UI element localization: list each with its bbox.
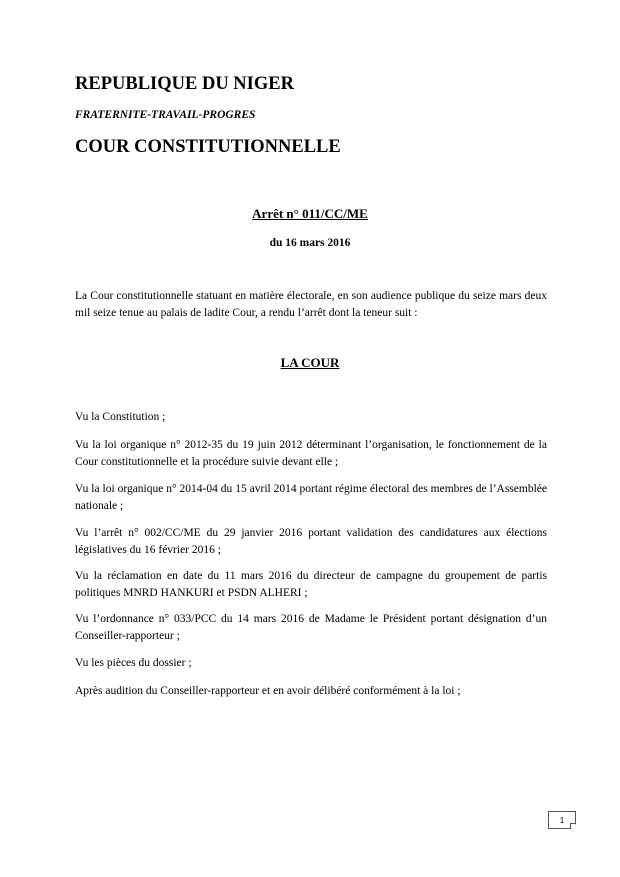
section-title-text: LA COUR — [280, 355, 340, 370]
visa-paragraph: Après audition du Conseiller-rapporteur et en avoir délibéré conformément à la loi ; — [75, 685, 461, 697]
intro-paragraph: La Cour constitutionnelle statuant en matière électorale, en son audience publique du seize mars deux mil seize tenue au palais de ladite Cour, a rendu l’arrêt dont la teneur suit : — [75, 290, 547, 319]
decision-number-text: Arrêt n° 011/CC/ME — [252, 206, 368, 221]
decision-number — [0, 206, 620, 222]
section-title — [0, 355, 620, 371]
country-heading: REPUBLIQUE DU NIGER — [75, 74, 294, 94]
visa-paragraph: Vu la réclamation en date du 11 mars 2016 du directeur de campagne du groupement de partis politiques MNRD HANKURI et PSDN ALHERI ; — [75, 570, 547, 599]
visa-paragraph: Vu les pièces du dossier ; — [75, 657, 192, 669]
visa-paragraph: Vu la Constitution ; — [75, 411, 166, 423]
visa-paragraph: Vu la loi organique n° 2012-35 du 19 juin 2012 déterminant l’organisation, le fonctionnement de la Cour constitutionnelle et la procédure suivie devant elle ; — [75, 439, 547, 468]
page-number-box: 1 — [548, 811, 576, 829]
court-heading: COUR CONSTITUTIONNELLE — [75, 137, 341, 157]
decision-date: du 16 mars 2016 — [269, 237, 351, 249]
visa-paragraph: Vu la loi organique n° 2014-04 du 15 avril 2014 portant régime électoral des membres de l’Assemblée nationale ; — [75, 483, 547, 512]
national-motto: FRATERNITE-TRAVAIL-PROGRES — [75, 109, 256, 121]
visa-paragraph: Vu l’ordonnance n° 033/PCC du 14 mars 2016 de Madame le Président portant désignation d’un Conseiller-rapporteur ; — [75, 613, 547, 642]
visa-paragraph: Vu l’arrêt n° 002/CC/ME du 29 janvier 2016 portant validation des candidatures aux élections législatives du 16 février 2016 ; — [75, 527, 547, 556]
